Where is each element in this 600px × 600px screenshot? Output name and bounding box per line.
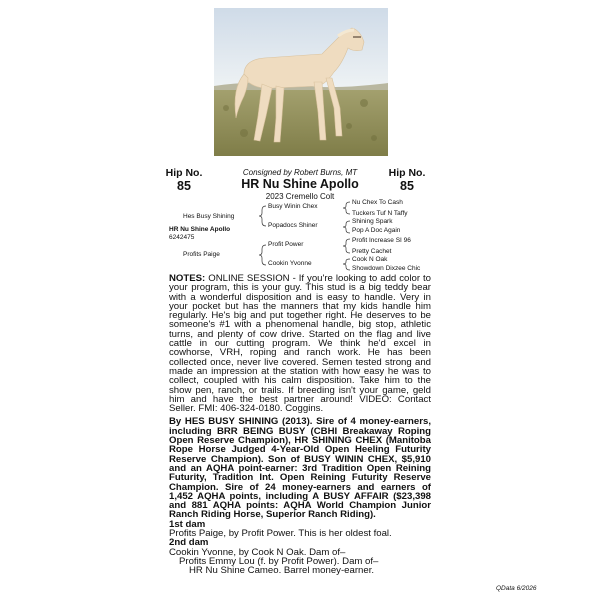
pedigree-ggp: Shining Spark [352,218,393,225]
first-dam-text: Profits Paige, by Profit Power. This is her oldest foal. [169,528,392,540]
second-dam-heading: 2nd dam [169,537,209,549]
first-dam-heading: 1st dam [169,518,206,530]
hip-number: 85 [400,179,414,193]
pedigree-ggp: Pretty Cachet [352,248,392,255]
catalog-body [169,274,431,576]
horse-photo [214,8,388,156]
pedigree-sire-sire: Busy Winin Chex [268,203,318,210]
pedigree-ggp: Nu Chex To Cash [352,199,403,206]
pedigree-ggp: Showdown Dixzee Chic [352,265,421,272]
horse-description: 2023 Cremello Colt [265,192,335,201]
pedigree-ggp: Profit Increase SI 96 [352,237,411,244]
sire-paragraph: By HES BUSY SHINING (2013). Sire of 4 money-earners, including BRR BEING BUSY (CBHI Breakaway Roping Open Reserve Champion), HR SHINING CHEX (Manitoba Rope Horse Judged 4-Year-Old Open Heeling Futurity Reserve Champion). Son of BUSY WININ CHEX, $5,910 and an AQHA point-earner: 3rd Tradition Open Reining Futurity, Tradition Int. Open Reining Futurity Reserve Champion. Sire of 24 money-earners and earners of 1,452 AQHA points, including A BUSY AFFAIR ($23,398 and 881 AQHA points: AQHA World Champion Junior Ranch Riding Horse, Superior Ranch Riding). [169,416,431,521]
second-dam-text: Cookin Yvonne, by Cook N Oak. Dam of– [169,546,346,558]
hip-label: Hip No. [165,167,203,179]
pedigree-subject: HR Nu Shine Apollo [169,226,231,233]
footer-credit: QData 6/2026 [496,585,537,592]
pedigree-ggp: Tuckers Tuf N Taffy [352,210,408,217]
pedigree-sire-dam: Popadocs Shiner [268,222,318,229]
second-dam-offspring: Profits Emmy Lou (f. by Profit Power). Dam of– [179,555,379,567]
pedigree-dam: Profits Paige [183,251,220,258]
notes-paragraph [169,274,431,413]
second-dam-grand-offspring: HR Nu Shine Cameo. Barrel money-earner. [189,565,375,577]
notes-label: NOTES: [169,273,206,284]
notes-text: ONLINE SESSION - If you're looking to add color to your program, this is your guy. This stud is a big teddy bear with a wonderful disposition and is easy to handle. Very in your pocket but has the manners that my kids handle him regularly. He's big and put together right. He deserves to be someone's #1 with a phenomenal handle, big stop, athletic turns, and plenty of cow drive. Started on the flag and live cattle in our cutting program. We think he'd excel in cowhorse, VRH, roping and ranch work. He has been collected once, never live covered. Semen tested strong and made an impression at the station with how easy he was to collect, coupled with his calm disposition. Take him to the show pen, ranch, or trails. If breeding isn't your game, geld him and have the best partner around! VIDEO: Contact Seller. FMI: 406-324-0180. Coggins. [169,273,431,415]
pedigree-registration: 6242475 [169,234,195,241]
consignor: Consigned by Robert Burns, MT [242,168,358,177]
pedigree-ggp: Cook N Oak [352,256,388,263]
pedigree-ggp: Pop A Doc Again [352,227,401,234]
hip-number: 85 [177,179,191,193]
pedigree-dam-sire: Profit Power [268,241,304,248]
hip-label: Hip No. [388,167,426,179]
pedigree-sire: Hes Busy Shining [183,213,235,220]
pedigree-dam-dam: Cookin Yvonne [268,260,312,267]
horse-name: HR Nu Shine Apollo [241,177,359,191]
